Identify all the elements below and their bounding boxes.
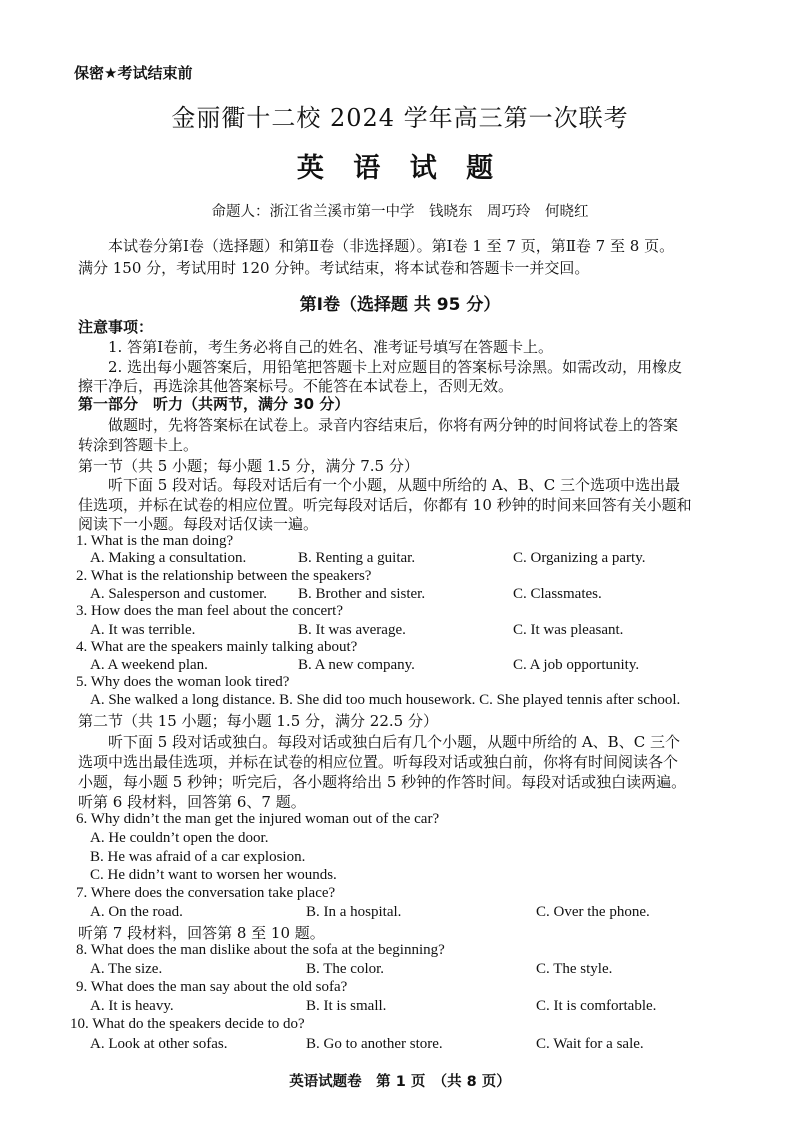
question-6: 6. Why didn’t the man get the injured woman out of the car? xyxy=(76,811,440,827)
question-2: 2. What is the relationship between the speakers? xyxy=(76,568,372,584)
q6-option-c: C. He didn’t want to worsen her wounds. xyxy=(90,867,337,883)
question-7: 7. Where does the conversation take place? xyxy=(76,885,336,901)
q2-option-c: C. Classmates. xyxy=(513,586,602,602)
q7-option-a: A. On the road. xyxy=(90,904,183,920)
q10-option-c: C. Wait for a sale. xyxy=(536,1036,644,1052)
q2-option-b: B. Brother and sister. xyxy=(298,586,426,602)
material-6-note: 听第 6 段材料，回答第 6、7 题。 xyxy=(78,793,306,811)
exam-title: 金丽衢十二校 2024 学年高三第一次联考 xyxy=(171,104,629,132)
question-9: 9. What does the man say about the old sofa? xyxy=(76,979,348,995)
page-footer: 英语试题卷 第 1 页 （共 8 页） xyxy=(289,1074,511,1090)
material-7-note: 听第 7 段材料，回答第 8 至 10 题。 xyxy=(78,924,325,942)
note-1: 1. 答第Ⅰ卷前，考生务必将自己的姓名、准考证号填写在答题卡上。 xyxy=(108,338,554,356)
q9-option-c: C. It is comfortable. xyxy=(536,998,657,1014)
subject-title: 英 语 试 题 xyxy=(296,153,504,184)
notes-heading: 注意事项： xyxy=(78,318,154,336)
q6-option-a: A. He couldn’t open the door. xyxy=(90,830,269,846)
question-10: 10. What do the speakers decide to do? xyxy=(70,1016,305,1032)
intro-line-1: 本试卷分第Ⅰ卷（选择题）和第Ⅱ卷（非选择题）。第Ⅰ卷 1 至 7 页，第Ⅱ卷 7 至 8 页。 xyxy=(108,237,675,255)
q9-option-b: B. It is small. xyxy=(306,998,387,1014)
section-two-heading: 第二节（共 15 小题；每小题 1.5 分，满分 22.5 分） xyxy=(78,712,438,730)
section-one-intro-c: 阅读下一小题。每段对话仅读一遍。 xyxy=(78,515,319,533)
section-one-heading: 第一节（共 5 小题；每小题 1.5 分，满分 7.5 分） xyxy=(78,457,419,475)
q10-option-b: B. Go to another store. xyxy=(306,1036,443,1052)
note-2a: 2. 选出每小题答案后，用铅笔把答题卡上对应题目的答案标号涂黑。如需改动，用橡皮 xyxy=(108,358,683,376)
q1-option-a: A. Making a consultation. xyxy=(90,550,247,566)
note-2b: 擦干净后，再选涂其他答案标号。不能答在本试卷上，否则无效。 xyxy=(78,377,514,395)
question-4: 4. What are the speakers mainly talking about? xyxy=(76,639,358,655)
authors-line: 命题人：浙江省兰溪市第一中学 钱晓东 周巧玲 何晓红 xyxy=(211,204,589,220)
q4-option-b: B. A new company. xyxy=(298,657,415,673)
q6-option-b: B. He was afraid of a car explosion. xyxy=(90,849,306,865)
q7-option-b: B. In a hospital. xyxy=(306,904,402,920)
q1-option-b: B. Renting a guitar. xyxy=(298,550,416,566)
q7-option-c: C. Over the phone. xyxy=(536,904,650,920)
question-3: 3. How does the man feel about the concert? xyxy=(76,603,343,619)
q3-option-b: B. It was average. xyxy=(298,622,406,638)
question-8: 8. What does the man dislike about the sofa at the beginning? xyxy=(76,942,445,958)
question-1: 1. What is the man doing? xyxy=(76,533,234,549)
q10-option-a: A. Look at other sofas. xyxy=(90,1036,228,1052)
part-one-title: 第Ⅰ卷（选择题 共 95 分） xyxy=(299,295,501,315)
listening-intro-b: 转涂到答题卡上。 xyxy=(78,436,199,454)
q8-option-a: A. The size. xyxy=(90,961,163,977)
q3-option-c: C. It was pleasant. xyxy=(513,622,624,638)
section-two-intro-b: 选项中选出最佳选项，并标在试卷的相应位置。听每段对话或独白前，你将有时间阅读各个 xyxy=(78,753,679,771)
q1-option-c: C. Organizing a party. xyxy=(513,550,646,566)
listening-heading: 第一部分 听力（共两节，满分 30 分） xyxy=(78,395,350,413)
q4-option-c: C. A job opportunity. xyxy=(513,657,640,673)
listening-intro-a: 做题时，先将答案标在试卷上。录音内容结束后，你将有两分钟的时间将试卷上的答案 xyxy=(108,416,679,434)
q3-option-a: A. It was terrible. xyxy=(90,622,196,638)
question-5: 5. Why does the woman look tired? xyxy=(76,674,290,690)
section-one-intro-a: 听下面 5 段对话。每段对话后有一个小题，从题中所给的 A、B、C 三个选项中选出最 xyxy=(108,476,680,494)
confidential-label: 保密★考试结束前 xyxy=(74,64,193,82)
q2-option-a: A. Salesperson and customer. xyxy=(90,586,268,602)
q8-option-b: B. The color. xyxy=(306,961,385,977)
section-two-intro-c: 小题，每小题 5 秒钟；听完后，各小题将给出 5 秒钟的作答时间。每段对话或独白读两遍。 xyxy=(78,773,687,791)
q4-option-a: A. A weekend plan. xyxy=(90,657,208,673)
intro-line-2: 满分 150 分，考试用时 120 分钟。考试结束，将本试卷和答题卡一并交回。 xyxy=(78,259,590,277)
q5-options: A. She walked a long distance. B. She did too much housework. C. She played tennis after school. xyxy=(90,692,681,708)
q8-option-c: C. The style. xyxy=(536,961,613,977)
q9-option-a: A. It is heavy. xyxy=(90,998,174,1014)
section-one-intro-b: 佳选项，并标在试卷的相应位置。听完每段对话后，你都有 10 秒钟的时间来回答有关小题和 xyxy=(78,496,692,514)
section-two-intro-a: 听下面 5 段对话或独白。每段对话或独白后有几个小题，从题中所给的 A、B、C 三个 xyxy=(108,733,680,751)
